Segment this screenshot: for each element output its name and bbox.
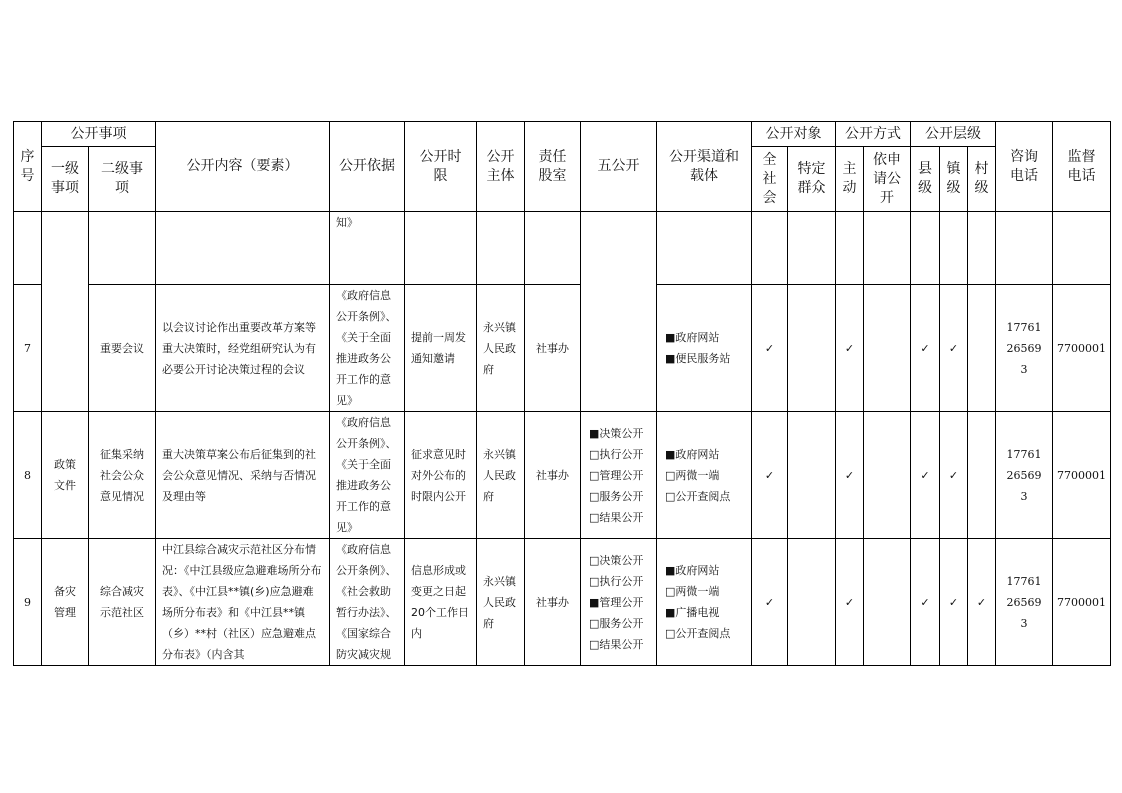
row-subject: 永兴镇人民政府 bbox=[477, 285, 525, 412]
row-target-all: ✓ bbox=[752, 285, 788, 412]
channel-item: ■政府网站 bbox=[665, 331, 720, 344]
header-level-county: 县级 bbox=[911, 147, 940, 212]
five-item: ■决策公开 bbox=[589, 426, 644, 440]
five-item: □管理公开 bbox=[589, 468, 644, 482]
channel-item: ■便民服务站 bbox=[665, 352, 731, 365]
row-seq: 7 bbox=[14, 285, 42, 412]
header-dept: 责任股室 bbox=[525, 122, 581, 212]
header-level1: 一级事项 bbox=[42, 147, 89, 212]
cont-target-special bbox=[788, 212, 836, 285]
row-target-all: ✓ bbox=[752, 412, 788, 539]
row-consult-phone: 17761 26569 3 bbox=[996, 539, 1053, 666]
row-level-village: ✓ bbox=[968, 539, 996, 666]
row-level-county: ✓ bbox=[911, 412, 940, 539]
row-channel bbox=[657, 539, 752, 666]
header-group-method: 公开方式 bbox=[836, 122, 911, 147]
cont-basis: 知》 bbox=[330, 212, 405, 285]
row-time-limit: 信息形成或变更之日起20个工作日内 bbox=[405, 539, 477, 666]
cont-content bbox=[156, 212, 330, 285]
row-dept: 社事办 bbox=[525, 539, 581, 666]
row-basis: 《政府信息公开条例》、《社会救助暂行办法》、《国家综合防灾减灾规 bbox=[330, 539, 405, 666]
cont-channel bbox=[657, 212, 752, 285]
header-time-limit: 公开时限 bbox=[405, 122, 477, 212]
channel-item: ■政府网站 bbox=[665, 564, 720, 577]
row-level-village bbox=[968, 285, 996, 412]
header-level-town: 镇级 bbox=[940, 147, 968, 212]
row-level-county: ✓ bbox=[911, 285, 940, 412]
cont-level-county bbox=[911, 212, 940, 285]
row-target-all: ✓ bbox=[752, 539, 788, 666]
cont-supervise bbox=[1053, 212, 1111, 285]
five-item: □结果公开 bbox=[589, 510, 644, 524]
row-channel bbox=[657, 285, 752, 412]
table-row bbox=[14, 412, 1111, 539]
row-five bbox=[581, 412, 657, 539]
row-seq: 9 bbox=[14, 539, 42, 666]
cont-five bbox=[581, 212, 657, 412]
row-basis: 《政府信息公开条例》、《关于全面推进政务公开工作的意见》 bbox=[330, 285, 405, 412]
row-five bbox=[581, 539, 657, 666]
row-target-special bbox=[788, 285, 836, 412]
row-method-active: ✓ bbox=[836, 539, 864, 666]
header-method-active: 主动 bbox=[836, 147, 864, 212]
row-level2: 综合减灾示范社区 bbox=[89, 539, 156, 666]
cont-seq bbox=[14, 212, 42, 285]
row-subject: 永兴镇人民政府 bbox=[477, 412, 525, 539]
row-level-village bbox=[968, 412, 996, 539]
row-supervise-phone: 7700001 bbox=[1053, 412, 1111, 539]
channel-item: ■广播电视 bbox=[665, 606, 720, 619]
header-supervise-phone: 监督电话 bbox=[1053, 122, 1111, 212]
header-channel: 公开渠道和载体 bbox=[657, 122, 752, 212]
channel-item: □两微一端 bbox=[665, 585, 720, 598]
cont-dept bbox=[525, 212, 581, 285]
channel-item: □公开查阅点 bbox=[665, 489, 731, 503]
channel-item: □两微一端 bbox=[665, 468, 720, 482]
row-method-active: ✓ bbox=[836, 285, 864, 412]
cont-method-request bbox=[864, 212, 911, 285]
row-level2: 重要会议 bbox=[89, 285, 156, 412]
header-content: 公开内容（要素） bbox=[156, 122, 330, 212]
cont-method-active bbox=[836, 212, 864, 285]
cont-level-village bbox=[968, 212, 996, 285]
row-target-special bbox=[788, 539, 836, 666]
row-dept: 社事办 bbox=[525, 412, 581, 539]
header-method-request: 依申请公开 bbox=[864, 147, 911, 212]
row-target-special bbox=[788, 412, 836, 539]
header-group-target: 公开对象 bbox=[752, 122, 836, 147]
header-five: 五公开 bbox=[581, 122, 657, 212]
five-item: □执行公开 bbox=[589, 574, 644, 588]
five-item: □决策公开 bbox=[589, 553, 644, 567]
row-seq: 8 bbox=[14, 412, 42, 539]
header-level-village: 村级 bbox=[968, 147, 996, 212]
row-content: 以会议讨论作出重要改革方案等重大决策时，经党组研究认为有必要公开讨论决策过程的会议 bbox=[156, 285, 330, 412]
row-time-limit: 提前一周发通知邀请 bbox=[405, 285, 477, 412]
header-seq: 序号 bbox=[14, 122, 42, 212]
row-level-town: ✓ bbox=[940, 285, 968, 412]
row-level-town: ✓ bbox=[940, 539, 968, 666]
row-time-limit: 征求意见时对外公布的时限内公开 bbox=[405, 412, 477, 539]
row-content: 中江县综合减灾示范社区分布情况：《中江县级应急避难场所分布表》、《中江县**镇(乡)应急避难场所分布表》和《中江县**镇（乡）**村（社区）应急避难点分布表》（内含其 bbox=[156, 539, 330, 666]
row-level-county: ✓ bbox=[911, 539, 940, 666]
five-item: □执行公开 bbox=[589, 447, 644, 461]
row-level1: 政策文件 bbox=[42, 412, 89, 539]
disclosure-table bbox=[13, 121, 1111, 666]
cont-consult bbox=[996, 212, 1053, 285]
header-basis: 公开依据 bbox=[330, 122, 405, 212]
header-target-all: 全社会 bbox=[752, 147, 788, 212]
cont-level2 bbox=[89, 212, 156, 285]
row-consult-phone: 17761 26569 3 bbox=[996, 412, 1053, 539]
header-subject: 公开主体 bbox=[477, 122, 525, 212]
table-row bbox=[14, 539, 1111, 666]
five-item: ■管理公开 bbox=[589, 595, 644, 609]
header-group-items: 公开事项 bbox=[42, 122, 156, 147]
row-method-request bbox=[864, 285, 911, 412]
channel-item: □公开查阅点 bbox=[665, 627, 731, 640]
row-supervise-phone: 7700001 bbox=[1053, 539, 1111, 666]
cont-subject bbox=[477, 212, 525, 285]
row-method-active: ✓ bbox=[836, 412, 864, 539]
row-level-town: ✓ bbox=[940, 412, 968, 539]
cont-target-all bbox=[752, 212, 788, 285]
row-consult-phone: 17761 26569 3 bbox=[996, 285, 1053, 412]
row-supervise-phone: 7700001 bbox=[1053, 285, 1111, 412]
row-subject: 永兴镇人民政府 bbox=[477, 539, 525, 666]
header-consult-phone: 咨询电话 bbox=[996, 122, 1053, 212]
five-item: □服务公开 bbox=[589, 616, 644, 630]
row-content: 重大决策草案公布后征集到的社会公众意见情况、采纳与否情况及理由等 bbox=[156, 412, 330, 539]
five-item: □结果公开 bbox=[589, 637, 644, 651]
five-item: □服务公开 bbox=[589, 489, 644, 503]
header-target-special: 特定群众 bbox=[788, 147, 836, 212]
row-channel bbox=[657, 412, 752, 539]
row-method-request bbox=[864, 539, 911, 666]
cont-level1 bbox=[42, 212, 89, 412]
header-level2: 二级事项 bbox=[89, 147, 156, 212]
cont-time bbox=[405, 212, 477, 285]
table-row bbox=[14, 285, 1111, 412]
row-method-request bbox=[864, 412, 911, 539]
row-dept: 社事办 bbox=[525, 285, 581, 412]
row-level2: 征集采纳社会公众意见情况 bbox=[89, 412, 156, 539]
cont-level-town bbox=[940, 212, 968, 285]
row-basis: 《政府信息公开条例》、《关于全面推进政务公开工作的意见》 bbox=[330, 412, 405, 539]
channel-item: ■政府网站 bbox=[665, 447, 720, 461]
header-group-level: 公开层级 bbox=[911, 122, 996, 147]
row-level1: 备灾管理 bbox=[42, 539, 89, 666]
